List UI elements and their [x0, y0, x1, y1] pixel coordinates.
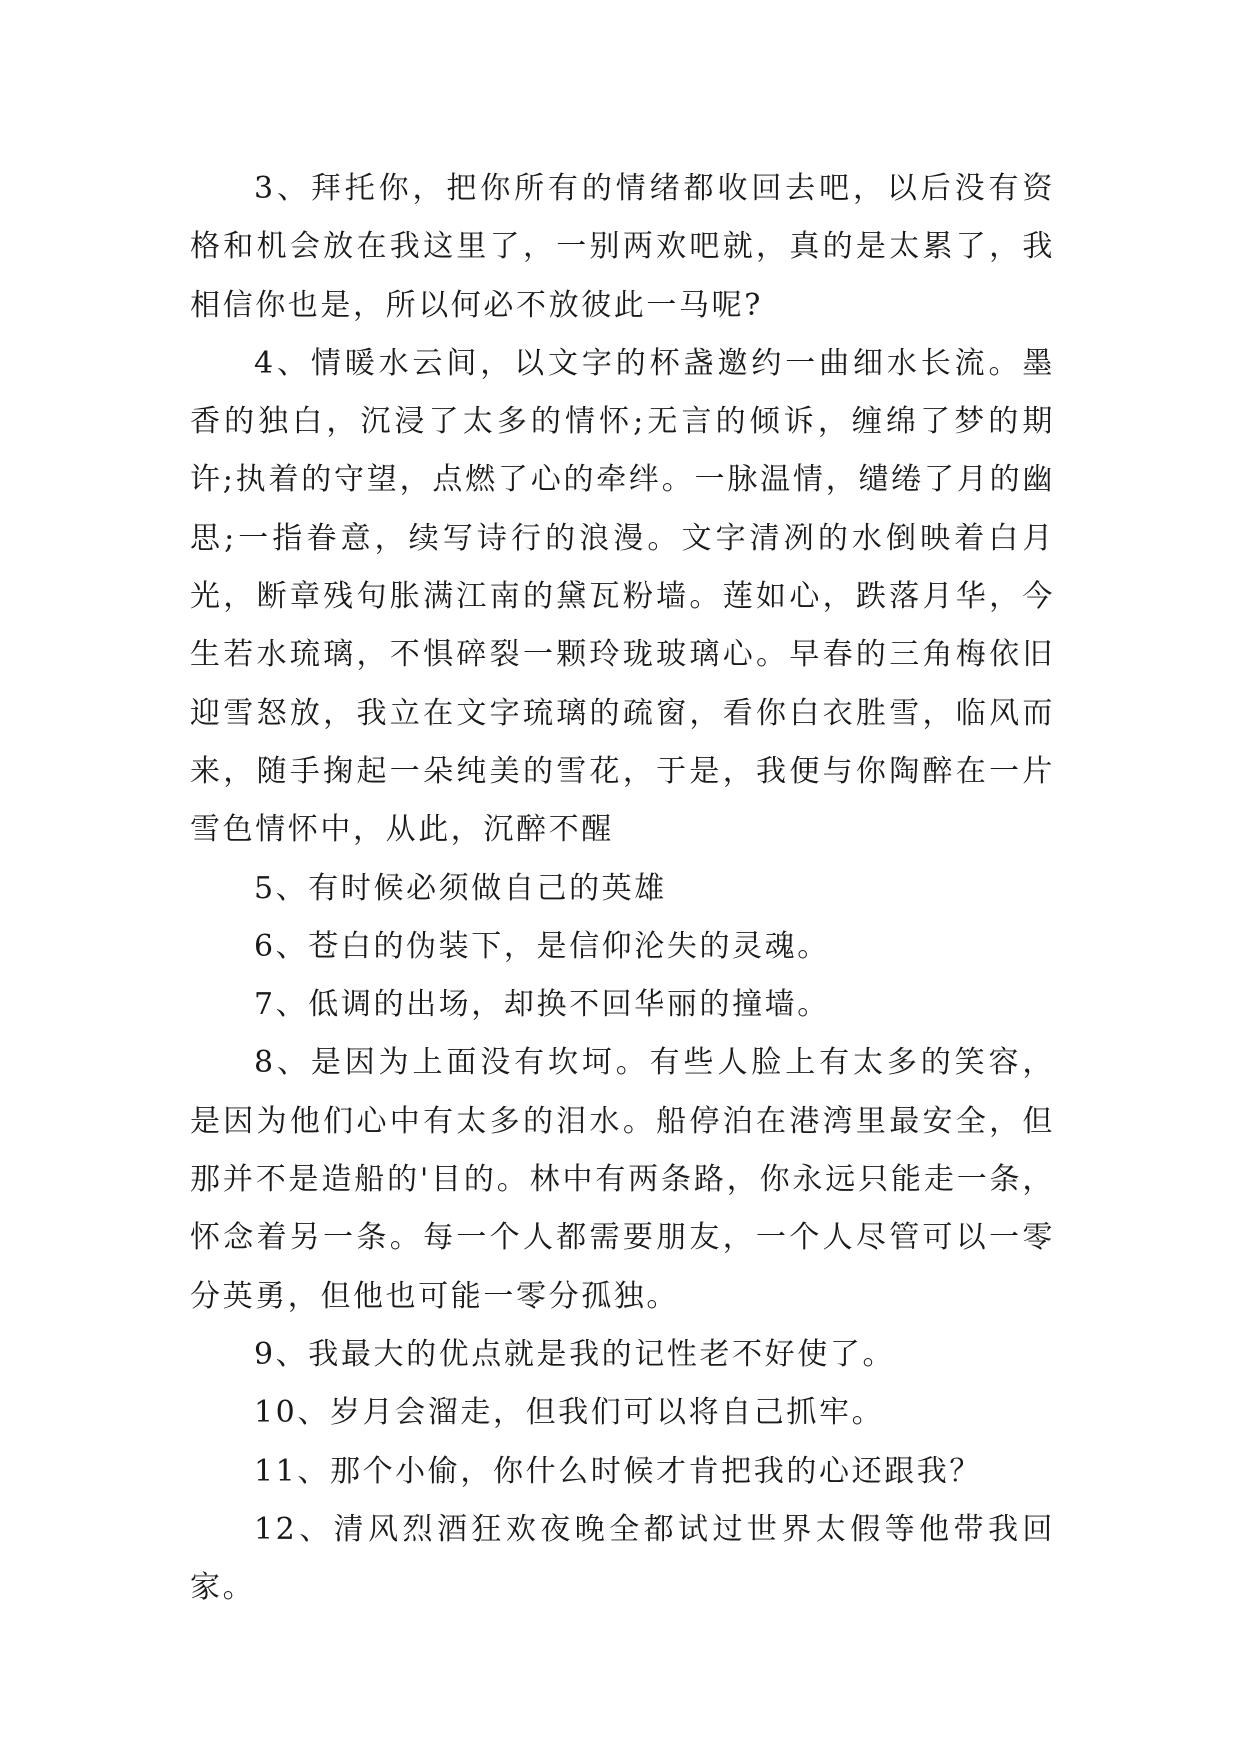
paragraph-5: 5、有时候必须做自己的英雄 — [254, 870, 667, 906]
paragraph-3: 3、拜托你，把你所有的情绪都收回去吧，以后没有资格和机会放在我这里了，一别两欢吧就，真的是太累了，我相信你也是，所以何必不放彼此一马呢? — [190, 171, 1055, 323]
paragraph-12: 12、清风烈酒狂欢夜晚全都试过世界太假等他带我回家。 — [190, 1511, 1055, 1606]
paragraph-4: 4、情暖水云间，以文字的杯盏邀约一曲细水长流。墨香的独白，沉浸了太多的情怀;无言的倾诉，缠绵了梦的期许;执着的守望，点燃了心的牵绊。一脉温情，缱绻了月的幽思;一指眷意，续写诗行的浪漫。文字清冽的水倒映着白月光，断章残句胀满江南的黛瓦粉墙。莲如心，跌落月华，今生若水琉璃，不惧碎裂一颗玲珑玻璃心。早春的三角梅依旧迎雪怒放，我立在文字琉璃的疏窗，看你白衣胜雪，临风而来，随手掬起一朵纯美的雪花，于是，我便与你陶醉在一片雪色情怀中，从此，沉醉不醒 — [190, 345, 1055, 848]
paragraph-8: 8、是因为上面没有坎坷。有些人脸上有太多的笑容，是因为他们心中有太多的泪水。船停泊在港湾里最安全，但那并不是造船的'目的。林中有两条路，你永远只能走一条，怀念着另一条。每一个人都需要朋友，一个人尽管可以一零分英勇，但他也可能一零分孤独。 — [190, 1045, 1055, 1314]
paragraph-7: 7、低调的出场，却换不回华丽的撞墙。 — [254, 987, 830, 1023]
document-body — [190, 160, 1055, 1617]
paragraph-11: 11、那个小偷，你什么时候才肯把我的心还跟我？ — [254, 1453, 982, 1489]
paragraph-9: 9、我最大的优点就是我的记性老不好使了。 — [254, 1336, 896, 1372]
paragraph-10: 10、岁月会溜走，但我们可以将自己抓牢。 — [254, 1395, 885, 1431]
paragraph-6: 6、苍白的伪装下，是信仰沦失的灵魂。 — [254, 928, 830, 964]
